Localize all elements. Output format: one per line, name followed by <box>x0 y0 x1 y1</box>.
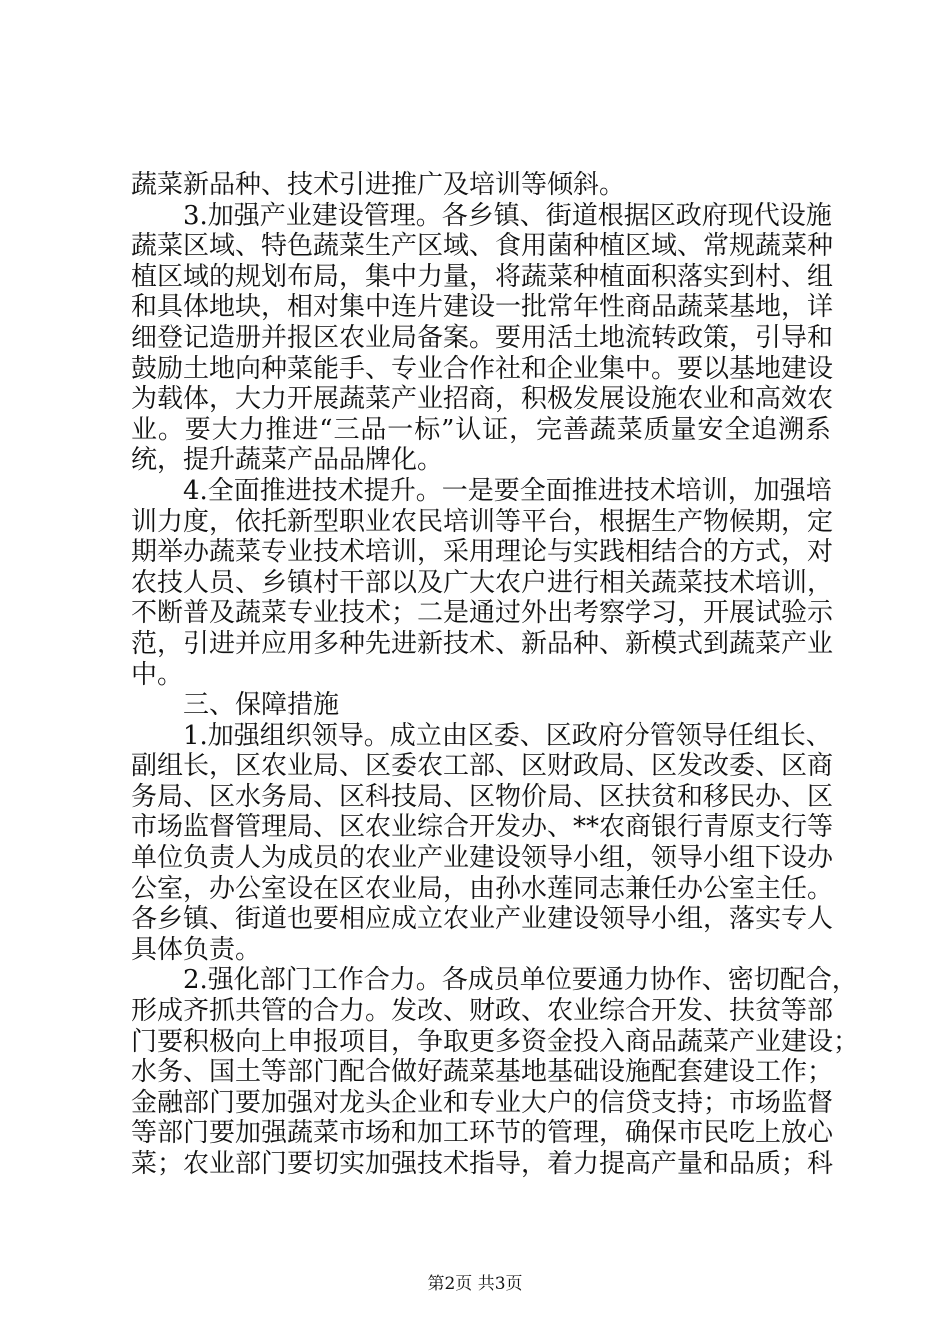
text-line: 单位负责人为成员的农业产业建设领导小组，领导小组下设办 <box>131 843 834 874</box>
text-line: 水务、国土等部门配合做好蔬菜基地基础设施配套建设工作； <box>131 1057 834 1088</box>
text-line: 不断普及蔬菜专业技术；二是通过外出考察学习，开展试验示 <box>131 598 834 629</box>
text-line: 公室，办公室设在区农业局，由孙水莲同志兼任办公室主任。 <box>131 873 834 904</box>
text-line: 统，提升蔬菜产品品牌化。 <box>131 445 444 476</box>
text-line: 鼓励土地向种菜能手、专业合作社和企业集中。要以基地建设 <box>131 353 834 384</box>
text-line: 训力度，依托新型职业农民培训等平台，根据生产物候期，定 <box>131 506 834 537</box>
text-line: 业。要大力推进“三品一标”认证，完善蔬菜质量安全追溯系 <box>131 414 831 445</box>
text-line: 和具体地块，相对集中连片建设一批常年性商品蔬菜基地，详 <box>131 292 834 323</box>
text-line: 中。 <box>131 659 184 690</box>
text-line: 等部门要加强蔬菜市场和加工环节的管理，确保市民吃上放心 <box>131 1118 834 1149</box>
text-line: 4.全面推进技术提升。一是要全面推进技术培训，加强培 <box>183 475 832 506</box>
text-line: 3.加强产业建设管理。各乡镇、街道根据区政府现代设施 <box>183 200 832 231</box>
text-line: 细登记造册并报区农业局备案。要用活土地流转政策，引导和 <box>131 322 834 353</box>
text-line: 各乡镇、街道也要相应成立农业产业建设领导小组，落实专人 <box>131 904 834 935</box>
text-line: 务局、区水务局、区科技局、区物价局、区扶贫和移民办、区 <box>131 781 834 812</box>
text-line: 菜；农业部门要切实加强技术指导，着力提高产量和品质；科 <box>131 1149 834 1179</box>
text-line: 为载体，大力开展蔬菜产业招商，积极发展设施农业和高效农 <box>131 384 834 415</box>
text-line: 市场监督管理局、区农业综合开发办、**农商银行青原支行等 <box>131 812 834 843</box>
text-line: 形成齐抓共管的合力。发改、财政、农业综合开发、扶贫等部 <box>131 996 834 1027</box>
text-line: 门要积极向上申报项目，争取更多资金投入商品蔬菜产业建设； <box>131 1026 860 1057</box>
text-line: 范，引进并应用多种先进新技术、新品种、新模式到蔬菜产业 <box>131 628 834 659</box>
text-line: 具体负责。 <box>131 934 262 965</box>
text-line: 期举办蔬菜专业技术培训，采用理论与实践相结合的方式，对 <box>131 537 834 568</box>
document-body <box>131 170 860 1180</box>
text-line: 蔬菜区域、特色蔬菜生产区域、食用菌种植区域、常规蔬菜种 <box>131 231 834 262</box>
page-footer: 第2页 共3页 <box>427 1274 523 1294</box>
text-line: 1.加强组织领导。成立由区委、区政府分管领导任组长、 <box>183 720 832 751</box>
text-line: 副组长，区农业局、区委农工部、区财政局、区发改委、区商 <box>131 751 834 782</box>
text-line: 农技人员、乡镇村干部以及广大农户进行相关蔬菜技术培训， <box>131 567 834 598</box>
text-line: 蔬菜新品种、技术引进推广及培训等倾斜。 <box>131 170 626 200</box>
text-line: 植区域的规划布局，集中力量，将蔬菜种植面积落实到村、组 <box>131 261 834 292</box>
text-line: 三、保障措施 <box>183 690 340 721</box>
text-line: 金融部门要加强对龙头企业和专业大户的信贷支持；市场监督 <box>131 1087 834 1118</box>
text-line: 2.强化部门工作合力。各成员单位要通力协作、密切配合， <box>183 965 858 996</box>
